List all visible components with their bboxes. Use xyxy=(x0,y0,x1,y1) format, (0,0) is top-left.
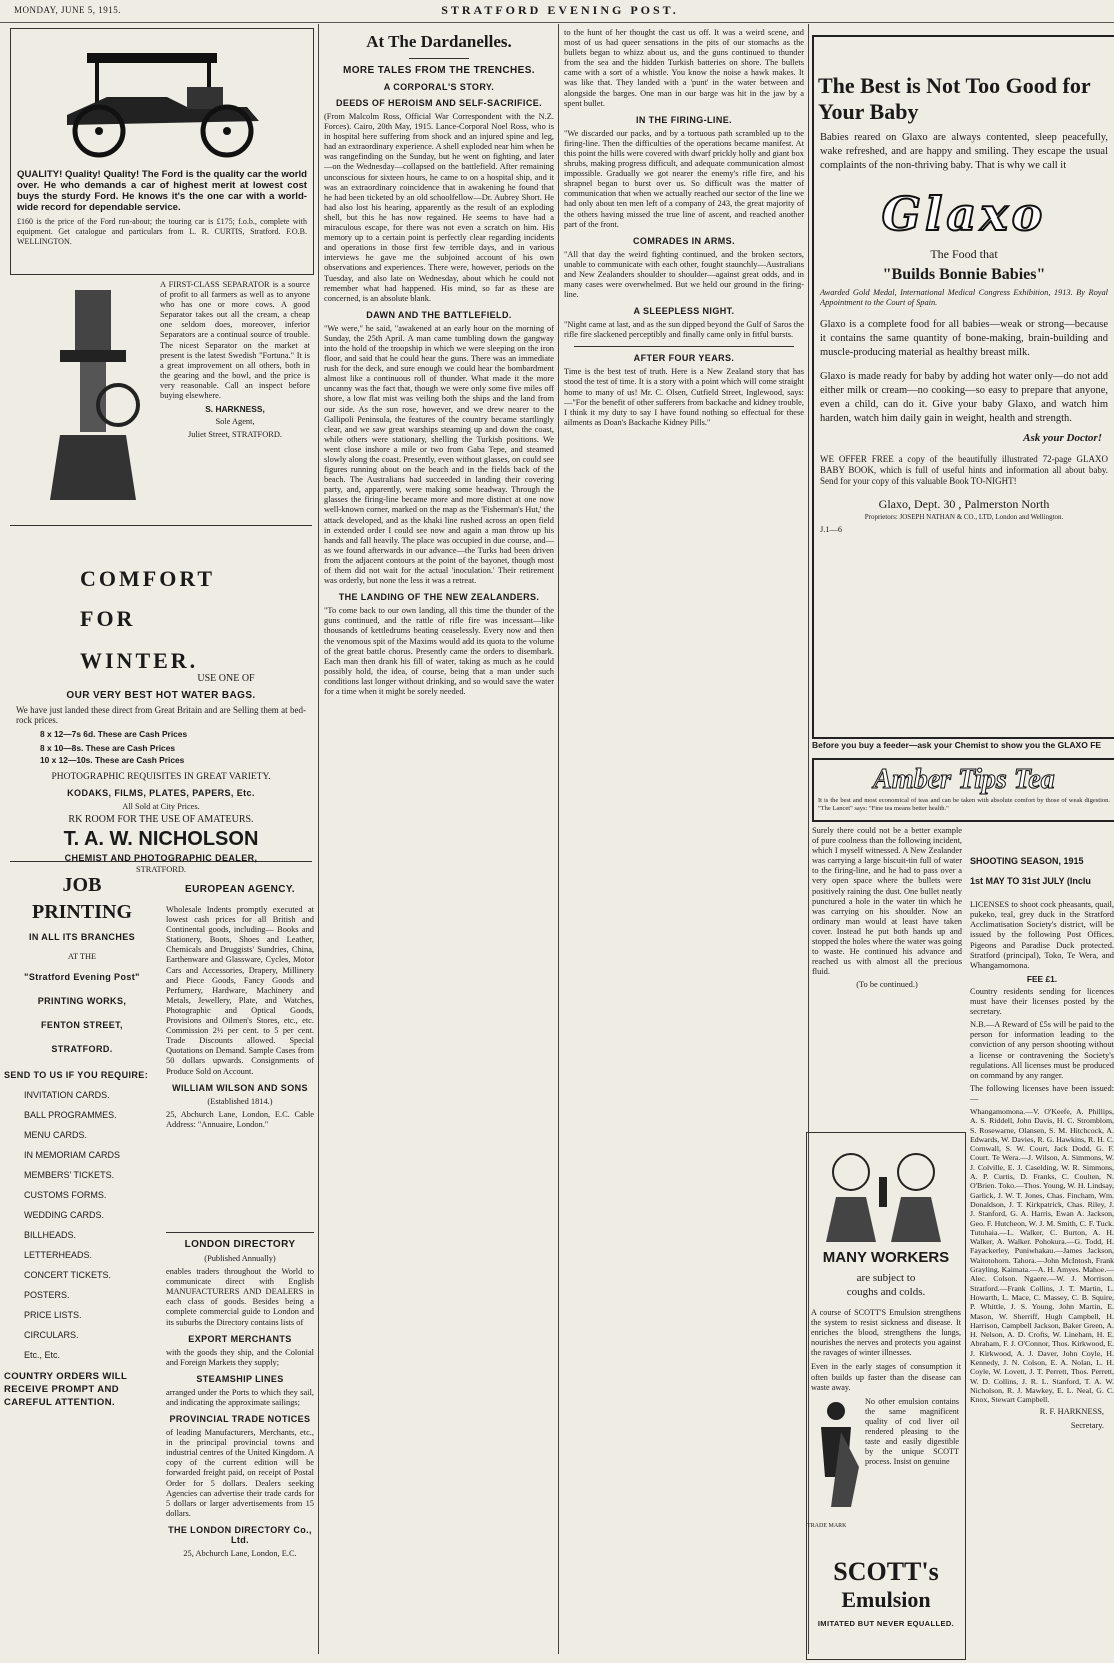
article-para1: (From Malcolm Ross, Official War Correspondent with the N.Z. Forces). Cairo, 20th May, 1915. Lance-Corporal Noel Ross, who is in hospital here suffering from shock and an injured spine and leg, had an extraordinary experience. A shell exploded near him when he was rangefinding on the Sunday, but he went on fighting, and later—on the Wednesday—collapsed on the battlefield. After remaining unconscious for sixteen hours, he came to on a hospital ship, and it was an extraordinary coincidence that in awakening he found that he had been ticketed by an old schoolfellow—Dr. Aubrey Short. He had also lost his hearing, apparently as the result of an exploding shell, but this he has now regained. He seems to have had a miraculous escape, for there was not even a scratch on him. His memory up to a certain point is perfectly clear regarding incidents and operations in those first few terrible days, and in various interviews he gave me the subjoined account of his own observations and experiences. There were, however, periods on the Tuesday, and also late on Wednesday, about which he could not remember what had happened. His mind, so far as these are concerned, is an absolute blank. xyxy=(324,112,554,303)
comfort-city: All Sold at City Prices. xyxy=(122,801,200,811)
scott-trademark: TRADE MARK xyxy=(807,1522,847,1529)
glaxo-award: Awarded Gold Medal, International Medical Congress Exhibition, 1913. By Royal Appointment to the Court of Spain. xyxy=(820,288,1108,308)
shooting-signature: R. F. HARKNESS, xyxy=(1039,1407,1104,1417)
comfort-sub: CHEMIST AND PHOTOGRAPHIC DEALER, xyxy=(64,852,258,863)
directory-prov: PROVINCIAL TRADE NOTICES xyxy=(169,1414,311,1425)
glaxo-ad xyxy=(812,35,1114,739)
shooting-title: SHOOTING SEASON, 1915 xyxy=(970,856,1084,866)
comfort-darkroom: RK ROOM FOR THE USE OF AMATEURS. xyxy=(68,813,254,825)
glaxo-code: J.1—6 xyxy=(820,525,843,535)
job-item: IN MEMORIAM CARDS xyxy=(24,1150,121,1161)
shooting-para4: The following licenses have been issued:— xyxy=(970,1083,1114,1103)
scott-title: MANY WORKERS xyxy=(822,1249,950,1266)
comfort-price3: 10 x 12—10s. These are Cash Prices xyxy=(40,755,185,766)
job-item: WEDDING CARDS. xyxy=(24,1210,105,1221)
glaxo-free: WE OFFER FREE a copy of the beautifully illustrated 72-page GLAXO BABY BOOK, which is full of useful hints and information all about baby. Send for your copy of this valuable Book TO-NIGHT! xyxy=(820,454,1108,487)
article-para6: "All that day the weird fighting continued, and the broken sectors, unable to communicate with each other, fought staunchly—Australians and New Zealanders shoulder to shoulder—against great odds, and in many cases were overwhelmed. But we held our ground in the firing-line. xyxy=(564,249,804,300)
comfort-photo: PHOTOGRAPHIC REQUISITES IN GREAT VARIETY. xyxy=(51,771,271,782)
scott-para2: Even in the early stages of consumption it often builds up faster than the disease can waste away. xyxy=(811,1362,961,1392)
separator-address: Juliet Street, STRATFORD. xyxy=(188,430,282,440)
amber-logo: Amber Tips Tea xyxy=(873,764,1055,795)
job-line6: PRINTING WORKS, xyxy=(37,996,127,1007)
ford-price: £160 is the price of the Ford run-about; the touring car is £175; f.o.b., complete with equipment. Get catalogue and particulars from L. R. CURTIS, Stratford. F.O.B. WELLINGTON. xyxy=(17,217,307,247)
glaxo-para1: Babies reared on Glaxo are always contented, sleep peacefully, wake refreshed, and are happy and smiling. They escape the usual complaints of the non-thriving baby. That is why we call it xyxy=(820,132,1108,171)
job-item: MENU CARDS. xyxy=(24,1130,88,1141)
agency-address: 25, Abchurch Lane, London, E.C. Cable Address: "Annuaire, London." xyxy=(166,1109,314,1129)
separator-role: Sole Agent, xyxy=(215,417,255,427)
glaxo-food: The Food that xyxy=(930,247,998,261)
shooting-para1: LICENSES to shoot cock pheasants, quail, pukeko, teal, grey duck in the Stratford Acclimatisation Society's district, will be issued by the following Post Offices. Pigeons and Paradise Duck protected. Stratford (principal), Toko, Te Wera, and Whangamomona. xyxy=(970,900,1114,970)
directory-company: THE LONDON DIRECTORY Co., Ltd. xyxy=(168,1524,312,1545)
amber-tagline: It is the best and most economical of teas and can be taken with absolute comfort by those of weak digestion. "The Lancet" says: "Fine tea means better health." xyxy=(818,797,1110,812)
article-head2: DEEDS OF HEROISM AND SELF-SACRIFICE. xyxy=(335,98,543,108)
job-send: SEND TO US IF YOU REQUIRE: xyxy=(4,1070,149,1081)
job-line2: PRINTING xyxy=(31,901,132,923)
scott-para3: No other emulsion contains the same magnificent quality of cod liver oil rendered pleasing to the taste and easily digestible by the unique SCOTT process. Insist on genuine xyxy=(865,1396,959,1467)
job-foot: COUNTRY ORDERS WILL RECEIVE PROMPT AND CAREFUL ATTENTION. xyxy=(4,1371,128,1409)
scott-para1: A course of SCOTT'S Emulsion strengthens the system to resist sickness and disease. It enriches the blood, strengthens the lungs, nourishes the nerves and protects you against the ravages of winter illnesses. xyxy=(811,1308,961,1358)
article-head5: IN THE FIRING-LINE. xyxy=(635,114,733,125)
comfort-landed: We have just landed these direct from Great Britain and are Selling them at bed-rock prices. xyxy=(16,705,306,726)
amber-tips-ad xyxy=(812,758,1114,822)
job-line5: "Stratford Evening Post" xyxy=(24,972,140,983)
agency-body: Wholesale Indents promptly executed at lowest cash prices for all British and Continental goods, including— Books and Stationery, Boots, Shoes and Leather, Chemicals and Druggists' Sundries, China, Earthenware and Glassware, Cycles, Motor Cars and Accessories, Drapery, Millinery and Piece Goods, Fancy Goods and Perfumery, Hardware, Machinery and Metals, Jewellery, Plate, and Watches, Photographic and Optical Goods, Provisions and Oilmen's Stores, etc., etc. Commission 2½ per cent. to 5 per cent. Trade Discounts allowed. Special Quotations on Demand. Sample Cases from 50 dollars upwards. Consignments of Produce Sold on Account. xyxy=(166,905,314,1076)
directory-title: LONDON DIRECTORY xyxy=(184,1239,296,1250)
european-agency-ad xyxy=(166,876,314,1226)
comfort-line1: COMFORT xyxy=(80,566,216,591)
separator-name: S. HARKNESS, xyxy=(205,404,265,415)
directory-steam-text: arranged under the Ports to which they sail, and indicating the approximate sailings; xyxy=(166,1387,314,1407)
scott-sub2: coughs and colds. xyxy=(846,1286,926,1298)
article-para7: "Night came at last, and as the sun dipped beyond the Gulf of Saros the rifle fire slackened perceptibly and finally came only in fitful bursts. xyxy=(564,320,804,340)
job-item: PRICE LISTS. xyxy=(24,1310,82,1321)
job-item: Etc., Etc. xyxy=(24,1350,61,1361)
glaxo-logo: Glaxo xyxy=(881,187,1047,241)
shooting-fee: FEE £1. xyxy=(1026,973,1058,984)
ford-ad xyxy=(10,28,314,275)
job-line7: FENTON STREET, xyxy=(41,1020,123,1031)
article-column-1 xyxy=(324,28,554,1658)
job-line3: IN ALL ITS BRANCHES xyxy=(28,932,136,942)
glaxo-ask: Ask your Doctor! xyxy=(1023,432,1102,445)
comfort-price1: 8 x 12—7s 6d. These are Cash Prices xyxy=(40,729,188,740)
job-item: LETTERHEADS. xyxy=(24,1250,93,1261)
scott-imitated: IMITATED BUT NEVER EQUALLED. xyxy=(817,1618,955,1628)
directory-export: EXPORT MERCHANTS xyxy=(188,1333,292,1344)
article-subtitle: MORE TALES FROM THE TRENCHES. xyxy=(343,65,535,76)
comfort-price2: 8 x 10—8s. These are Cash Prices xyxy=(40,743,176,754)
article-column-continued xyxy=(812,826,962,1126)
article-head6: COMRADES IN ARMS. xyxy=(633,235,735,246)
job-printing-ad xyxy=(4,868,160,1658)
glaxo-para2: Glaxo is a complete food for all babies—weak or strong—because it contains the same quantity of bone-making, brain-building and muscle-producing material as healthy breast milk. xyxy=(820,319,1108,359)
scott-brand: SCOTT's xyxy=(833,1556,939,1586)
comfort-ad xyxy=(10,525,312,874)
comfort-use: USE ONE OF xyxy=(197,673,255,684)
comfort-line3: WINTER. xyxy=(80,648,199,673)
glaxo-headline: The Best is Not Too Good for Your Baby xyxy=(818,73,1091,124)
article-para2: "We were," he said, "awakened at an early hour on the morning of Sunday, the 25th April. A man came tumbling down the gangway into the hold of the troopship in which we were sleeping on the iron floor, and said that he could hear the guns. There was an immediate rush for the deck, and sure enough we could hear the bombardment almost like a continuous roll of thunder. What made it the more uncanny was the fact that, though we were only some five miles off shore, a low flat mist was veiling both the ships and the land from our side. As the sun rose, however, and we drew nearer to the Gallipoli Peninsula, the features of the country became startlingly clear, and we saw great warships steaming up and down the coast, while others were stationary, shelling the Turkish positions. We went close inshore a mile or two from Gaba Tepe, and steamed slowly along the coast. Presently, even without glasses, on could see figures running about on the beach and in the fields back of the beach. The Australians had succeeded in landing their covering party, and, apparently, were making some headway. Through the glasses the firing-line became more and more distinct at one now well-known corner, marked on the map as the 'Fisherman's Hut,' the attack developed, and as the khaki line rushed across an open field in extended order I could see now and again a man throw up his hands and fall heavily. The place was occupied in due course, and—as we found afterwards in our advance—the Turks had been driven from the adjacent contours at the point of the bayonet, though most of them did not wait for the actual 'inoculation.' Their retirement was orderly, but none the less it was a retreat. xyxy=(324,323,554,586)
job-item: BALL PROGRAMMES. xyxy=(24,1110,117,1121)
comfort-town: STRATFORD. xyxy=(135,864,187,874)
shooting-dates: 1st MAY TO 31st JULY (Inclu xyxy=(970,876,1091,887)
workers-illustration xyxy=(811,1137,961,1247)
fisherman-trademark-icon xyxy=(811,1397,861,1517)
shooting-para3: N.B.—A Reward of £5s will be paid to the person for information leading to the conviction of any person shooting without a license or contravening the Society's regulations. All licenses must be produced on command by any ranger. xyxy=(970,1020,1114,1080)
shooting-secretary: Secretary. xyxy=(1070,1420,1104,1430)
directory-prov-text: of leading Manufacturers, Merchants, etc., in the principal provincial towns and industrial centres of the United Kingdom. A copy of the current edition will be forwarded freight paid, on receipt of Postal Order for 5 dollars. Dealers seeking Agencies can advertise their trade cards for 5 dollars or larger advertisements from 15 dollars. xyxy=(166,1428,314,1518)
scott-sub: are subject to xyxy=(856,1272,916,1284)
job-line1: JOB xyxy=(62,874,102,896)
job-line4: AT THE xyxy=(67,952,97,961)
article-para5: "We discarded our packs, and by a tortuous path scrambled up to the firing-line. Then the difficulties of the operations became manifest. At this point the hills were covered with dwarf prickly holly and giant box shrubs, making progress difficult, and adequate communication almost impossible. Gradually we got nearer the enemy's rifle fire, and his shrapnel began to burst over us. So difficult was the matter of communication that when we actually reached our sector of the line we had only about ten men left of a company of 243, the great majority of the others having missed the true line of ascent, and reached another part of the front. xyxy=(564,128,804,229)
ford-text: QUALITY! Quality! Quality! The Ford is the quality car the world over. He who demands a car of highest merit at lowest cost buys the sturdy Ford. He knows it's the one car with a world-wide record for dependable service. xyxy=(17,169,307,213)
article-para3: "To come back to our own landing, all this time the thunder of the guns continued, and the rattle of rifle fire was incessant—like thousands of kettledrums beating ceaselessly. Every now and then the venomous spit of the Maxims would add its quota to the volume of the great battle chorus. Presently came the orders to disembark. Each man then drank his fill of water, taking as much as he could possibly hold, the idea, of course, being that a man under such conditions last longer without drinking, and so would save the water for a time when it might be sorely needed. xyxy=(324,606,554,696)
shooting-season-notice xyxy=(970,826,1114,1658)
ford-car-illustration xyxy=(47,35,277,165)
glaxo-builds: "Builds Bonnie Babies" xyxy=(882,266,1046,283)
shooting-para5: Whangamomona.—V. O'Keefe, A. Phillips, A. S. Riddell, John Davis, H. C. Stromblom, S. Rosewarne, Olansen, S. M. Hitchcock, A. Edwards, W. Davies, R. G. Hawkins, R. H. C. Cornwall, S. W. Court, Jack Dodd, G. F. Court. Te Wera.—J. Wilson, A. Simmons, W. J. Colville, E. J. Caselding, W. R. Simmons, A. P. Curtis, D. Franks, C. Coulten, N. O'Brien. Toko.—Thos. Young, W. H. Lindsay, Garlick, J. W. T. Jones, Chas. Fincham, Wm. Donaldson, J. T. Kirkpatrick, Chas. Riley, J. J. Stanford, G. A. Harris, Ewan A. Jackson, Geo. F. Hutcheon, W. J. M. Smith, C. F. Tuck. Tutuhaia.—L. Walker, C. Burton, A. H. Walker, A. Walker. Pohokura.—G. Todd, H. Fayackerley, Puniwhakau.—James Jackson, Waitotohorn. Tahora.—John McIntosh, Frank Grayling. Kaimata.—A. H. Amyes. Mahoe.—Alec. Colson. Ngaere.—W. J. Morrison. Stratford.—Frank Collins, J. T. Martin, L. Howarth, L. Mace, C. Massey, C. B. Squire, P. Whittle, J. S. Young, John Martin, E. Mason, W. Sherriff, Hugh Campbell, H. Harrison, Campbell Jackson, Baker Green, A. H. Nelson, A. D. Crofts, W. Lineham, H. E. Abraham, F. J. O'Connor, Thos. Kirkwood, E. J. Kirkwood, A. J. Daver, John Coyle, H. Kennedy, J. N. Colson, E. A. Nolan, L. H. Coyle, W. Lovett, J. T. Perrett, Thos. Perrett, W. D. Collins, J. R. L. Stanford, T. A. W. Nicholson, R. J. Mawkey, E. L. Neal, G. C. Knox, Stewart Campbell. xyxy=(970,1106,1114,1405)
article-head4: THE LANDING OF THE NEW ZEALANDERS. xyxy=(338,592,540,603)
page-header xyxy=(0,0,1114,23)
job-item: CIRCULARS. xyxy=(24,1330,79,1341)
scotts-emulsion-ad xyxy=(806,1132,966,1660)
comfort-line2: FOR xyxy=(80,606,136,631)
job-item: BILLHEADS. xyxy=(24,1230,77,1241)
comfort-name: T. A. W. NICHOLSON xyxy=(63,827,259,850)
col4-cont: (To be continued.) xyxy=(856,980,918,990)
directory-pub: (Published Annually) xyxy=(204,1254,276,1263)
page-title: STRATFORD EVENING POST. xyxy=(441,3,679,17)
comfort-best: OUR VERY BEST HOT WATER BAGS. xyxy=(66,690,256,702)
glaxo-dept: Glaxo, Dept. 30 , Palmerston North xyxy=(878,497,1050,512)
separator-ad xyxy=(10,280,312,515)
article-head8: AFTER FOUR YEARS. xyxy=(633,353,735,364)
directory-address: 25, Abchurch Lane, London, E.C. xyxy=(183,1548,297,1558)
agency-title: EUROPEAN AGENCY. xyxy=(185,884,295,895)
london-directory-ad xyxy=(166,1232,314,1659)
job-item: POSTERS. xyxy=(24,1290,70,1301)
job-item: CONCERT TICKETS. xyxy=(24,1270,112,1281)
article-column-2 xyxy=(564,28,804,1658)
job-item: INVITATION CARDS. xyxy=(24,1090,110,1101)
article-head1: A CORPORAL'S STORY. xyxy=(383,82,495,92)
job-line8: STRATFORD. xyxy=(51,1044,113,1055)
article-head7: A SLEEPLESS NIGHT. xyxy=(633,306,735,317)
separator-text: A FIRST-CLASS SEPARATOR is a source of profit to all farmers as well as to anyone who has one or more cows. A good Separator takes out all the cream, a cheap one seldom does, moreover, inferior Separators are a continual source of trouble. The nicest Separator on the market at present is the latest Swedish "Fortuna." It is a great improvement on all others, both in the gearing and the bowl, and the price is very reasonable. Call an inspect before buying elsewhere. xyxy=(160,280,310,401)
article-title: At The Dardanelles. xyxy=(366,32,512,51)
comfort-kodaks: KODAKS, FILMS, PLATES, PAPERS, Etc. xyxy=(67,787,255,798)
col4-para1: Surely there could not be a better example of pure coolness than the following incident, which I myself witnessed. A New Zealander was carrying a large biscuit-tin full of water to the firing-line, and he had to pass over a very open space where the bullets were positively raining the dust. One bullet neatly punctured a hole in the water tin which he was carrying on his shoulder. Now an ordinary man would at least have taken cover. Instead he put both hands up and stopped the holes where the water was going to waste. He continued his advance and reached us with almost all the precious fluid. xyxy=(812,826,963,977)
job-item: CUSTOMS FORMS. xyxy=(24,1190,107,1201)
shooting-para2: Country residents sending for licences must have their licenses posted by the secretary. xyxy=(970,986,1114,1017)
directory-steam: STEAMSHIP LINES xyxy=(196,1373,284,1384)
directory-body: enables traders throughout the World to communicate direct with English MANUFACTURERS AND DEALERS in each class of goods. Besides being a complete commercial guide to London and its suburbs the Directory contains lists of xyxy=(166,1267,314,1327)
scott-brand2: Emulsion xyxy=(841,1586,931,1612)
directory-export-text: with the goods they ship, and the Colonial and Foreign Markets they supply; xyxy=(166,1347,314,1367)
glaxo-para3: Glaxo is made ready for baby by adding hot water only—do not add either milk or cream—no cooking—so easy to prepare that anyone, even a child, can do it. Give your baby Glaxo, and watch him harden, watch him daily gain in weight, health and strength. xyxy=(820,371,1108,425)
article-col2-para: to the hunt of her thought the cast us off. It was a weird scene, and most of us had queer sensations in the pits of our stomachs as the bullets began to whizz about us, and the guns continued to thunder from the sea and the hidden Turkish batteries on shore. The bullets came with a sort of a whistle. You know the noise a hawk makes. It was like that. They landed with a 'punt' in the water between and alongside the barges. One man in our barge was hit in the jaw by a spent bullet. xyxy=(564,28,804,108)
job-item: MEMBERS' TICKETS. xyxy=(24,1170,115,1181)
page-date: MONDAY, JUNE 5, 1915. xyxy=(14,5,122,15)
article-para8: Time is the best test of truth. Here is a New Zealand story that has stood the test of time. It is a story with a point which will come straight home to many of us! Mr. C. Olsen, Cutfield Street, Inglewood, says:—"For the benefit of other sufferers from backache and kidney trouble, I think it my duty to say I have found nothing so effectual for these ailments as Doan's Backache Kidney Pills." xyxy=(564,367,804,427)
agency-est: (Established 1814.) xyxy=(207,1096,273,1106)
agency-firm: WILLIAM WILSON AND SONS xyxy=(172,1082,308,1093)
separator-illustration xyxy=(40,285,145,505)
glaxo-footer: Before you buy a feeder—ask your Chemist to show you the GLAXO FE xyxy=(812,740,1102,750)
article-head3: DAWN AND THE BATTLEFIELD. xyxy=(366,309,512,320)
glaxo-proprietors: Proprietors: JOSEPH NATHAN & CO., LTD, London and Wellington. xyxy=(864,513,1064,522)
